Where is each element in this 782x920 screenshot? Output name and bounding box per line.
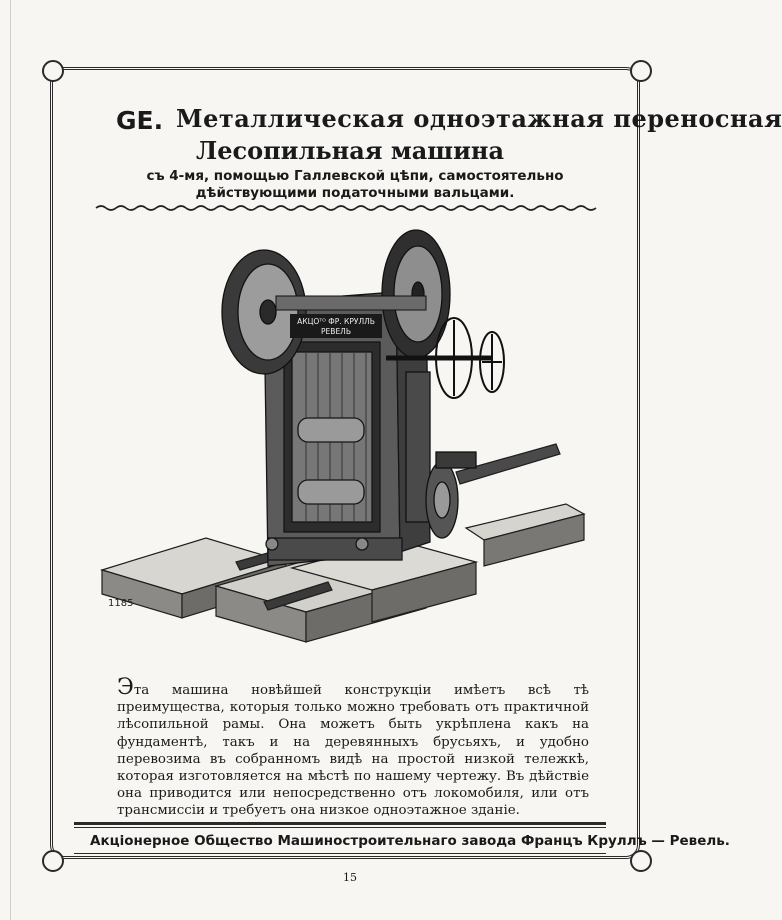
right-gear-wheel — [382, 230, 450, 358]
drop-cap: Э — [117, 675, 134, 700]
frame-corner-ornament — [42, 850, 64, 872]
sawmill-machine-illustration — [96, 222, 596, 672]
left-flywheel — [222, 250, 306, 374]
catalog-code: GE. — [116, 106, 164, 135]
title-line-2: Лесопильная машина — [195, 136, 504, 165]
footer-rule-thin — [74, 827, 606, 828]
page-number: 15 — [343, 871, 357, 884]
maker-plate — [290, 314, 382, 338]
frame-corner-ornament — [42, 60, 64, 82]
frame-corner-ornament — [630, 60, 652, 82]
feed-gears — [406, 372, 476, 538]
footer-rule-bottom — [74, 853, 606, 854]
title-line-1: Металлическая одноэтажная переносная — [176, 104, 782, 133]
corner-mark-text: 1185 — [108, 598, 134, 609]
svg-text:РЕВЕЛЬ: РЕВЕЛЬ — [321, 327, 351, 336]
subtitle: съ 4-мя, помощью Галлевской цѣпи, самостоятельно дѣйствующими податочными вальцами. — [146, 168, 564, 201]
wavy-divider — [96, 203, 596, 213]
footer-rule-top — [74, 822, 606, 825]
description-paragraph — [117, 675, 589, 820]
frame-corner-ornament — [630, 850, 652, 872]
description-text: та машина новѣйшей конструкціи имѣетъ всѣ тѣ преимущества, которыя только можно требовать отъ практичной лѣсопильной рамы. Она можетъ быть укрѣплена какъ на фундаментѣ, такъ и на деревянныхъ брусьяхъ, и удобно перевозима въ собранномъ видѣ на простой низкой тележкѣ, которая изготовляется на мѣстѣ по нашему чертежу. Въ дѣйствіе она приводится или непосредственно отъ локомобиля, или отъ трансмиссіи и требуетъ она низкое одноэтажное зданіе. — [117, 683, 589, 819]
svg-text:АКЦОᵀᴼ ФР. КРУЛЛЬ: АКЦОᵀᴼ ФР. КРУЛЛЬ — [297, 317, 375, 326]
company-footer: Акціонерное Общество Машиностроительнаго завода Францъ Круллъ — Ревель. — [90, 833, 730, 849]
top-shaft — [276, 296, 426, 310]
